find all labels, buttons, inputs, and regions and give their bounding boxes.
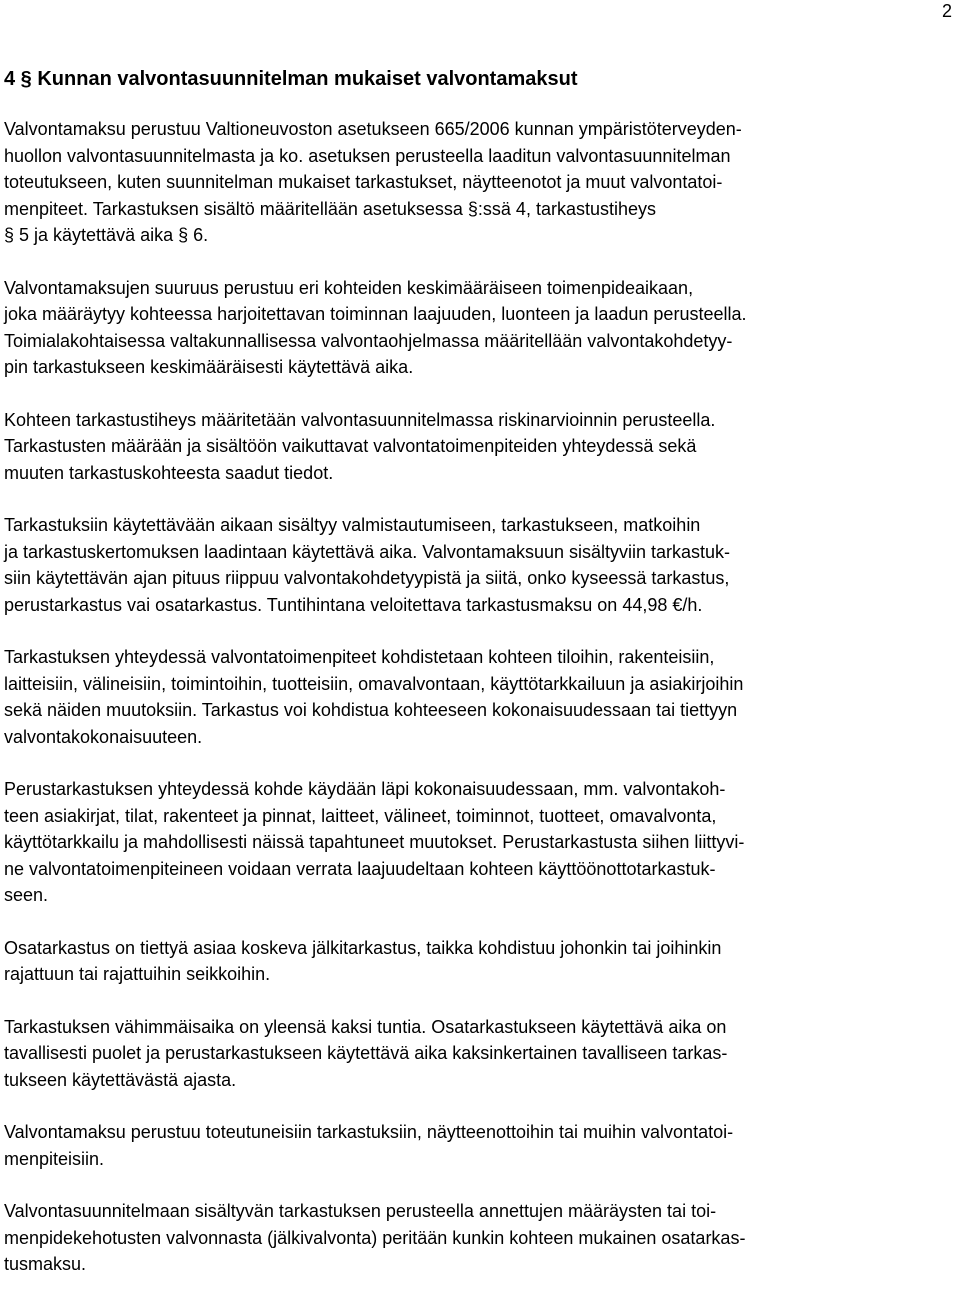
section-heading: 4 § Kunnan valvontasuunnitelman mukaiset valvontamaksut [4,68,578,90]
paragraph-line: teen asiakirjat, tilat, rakenteet ja pinnat, laitteet, välineet, toiminnot, tuotteet, omavalvonta, [4,805,717,826]
paragraph-line: ja tarkastuskertomuksen laadintaan käytettävä aika. Valvontamaksuun sisältyviin tarkastuk- [4,541,731,562]
paragraph-line: Tarkastuksen vähimmäisaika on yleensä kaksi tuntia. Osatarkastukseen käytettävä aika on [4,1016,727,1037]
paragraph-list [4,116,954,1278]
paragraph-line: Tarkastusten määrään ja sisältöön vaikuttavat valvontatoimenpiteiden yhteydessä sekä [4,436,697,456]
paragraph-line: huollon valvontasuunnitelmasta ja ko. asetuksen perusteella laaditun valvontasuunnitelman [4,145,731,166]
paragraph [4,776,954,909]
paragraph-line: siin käytettävän ajan pituus riippuu valvontakohdetyypistä ja siitä, onko kyseessä tarkastus, [4,568,730,588]
paragraph-line: tavallisesti puolet ja perustarkastukseen käytettävä aika kaksinkertainen tavalliseen tarkas- [4,1043,728,1063]
paragraph-line: Valvontamaksujen suuruus perustuu eri kohteiden keskimääräiseen toimenpideaikaan, [4,277,694,298]
paragraph [4,1014,954,1094]
paragraph-line: käyttötarkkailu ja mahdollisesti näissä tapahtuneet muutokset. Perustarkastusta siihen liittyvi- [4,832,745,852]
page-number: 2 [941,1,952,21]
paragraph-line: Tarkastuksiin käytettävään aikaan sisältyy valmistautumiseen, tarkastukseen, matkoihin [4,515,701,535]
paragraph-line: Osatarkastus on tiettyä asiaa koskeva jälkitarkastus, taikka kohdistuu johonkin tai joihinkin [4,937,722,958]
paragraph-line: tukseen käytettävästä ajasta. [4,1069,237,1090]
paragraph-line: menpidekehotusten valvonnasta (jälkivalvonta) peritään kunkin kohteen mukainen osatarkas- [4,1227,746,1248]
paragraph-line: seen. [4,885,49,905]
paragraph-line: Tarkastuksen yhteydessä valvontatoimenpiteet kohdistetaan kohteen tiloihin, rakenteisiin, [4,647,715,667]
paragraph [4,1119,954,1172]
paragraph-line: toteutukseen, kuten suunnitelman mukaiset tarkastukset, näytteenotot ja muut valvontatoi- [4,172,723,192]
paragraph [4,275,954,381]
paragraph-line: sekä näiden muutoksiin. Tarkastus voi kohdistua kohteeseen kokonaisuudessaan tai tiettyyn [4,700,738,720]
paragraph-line: Valvontamaksu perustuu Valtioneuvoston asetukseen 665/2006 kunnan ympäristöterveyden- [4,119,742,139]
paragraph-line: perustarkastus vai osatarkastus. Tuntihintana veloitettava tarkastusmaksu on 44,98 €/h. [4,594,703,615]
paragraph [4,644,954,750]
paragraph-line: Valvontamaksu perustuu toteutuneisiin tarkastuksiin, näytteenottoihin tai muihin valvontatoi- [4,1122,734,1142]
paragraph-line: pin tarkastukseen keskimääräisesti käytettävä aika. [4,357,414,377]
paragraph-line: ne valvontatoimenpiteineen voidaan verrata laajuudeltaan kohteen käyttöönottotarkastuk- [4,858,716,879]
paragraph [4,407,954,487]
paragraph [4,512,954,618]
paragraph-line: Kohteen tarkastustiheys määritetään valvontasuunnitelmassa riskinarvioinnin perusteella. [4,409,716,430]
paragraph-line: laitteisiin, välineisiin, toimintoihin, tuotteisiin, omavalvontaan, käyttötarkkailuun ja asiakirjoihin [4,673,744,694]
paragraph-line: valvontakokonaisuuteen. [4,726,203,747]
paragraph-line: Perustarkastuksen yhteydessä kohde käydään läpi kokonaisuudessaan, mm. valvontakoh- [4,779,726,799]
paragraph-line: menpiteisiin. [4,1148,105,1169]
paragraph [4,935,954,988]
paragraph-line: rajattuun tai rajattuihin seikkoihin. [4,964,271,984]
document-body [4,64,954,1304]
paragraph [4,1198,954,1278]
paragraph-line: muuten tarkastuskohteesta saadut tiedot. [4,462,334,483]
paragraph-line: Valvontasuunnitelmaan sisältyvän tarkastuksen perusteella annettujen määräysten tai toi- [4,1201,717,1221]
paragraph-line: tusmaksu. [4,1254,87,1274]
paragraph-line: Toimialakohtaisessa valtakunnallisessa valvontaohjelmassa määritellään valvontakohdetyy- [4,330,733,351]
paragraph-line: menpiteet. Tarkastuksen sisältö määritellään asetuksessa §:ssä 4, tarkastustiheys [4,198,656,219]
paragraph [4,116,954,249]
paragraph-line: § 5 ja käytettävä aika § 6. [4,225,209,245]
paragraph-line: joka määräytyy kohteessa harjoitettavan toiminnan laajuuden, luonteen ja laadun perusteella. [4,304,747,324]
